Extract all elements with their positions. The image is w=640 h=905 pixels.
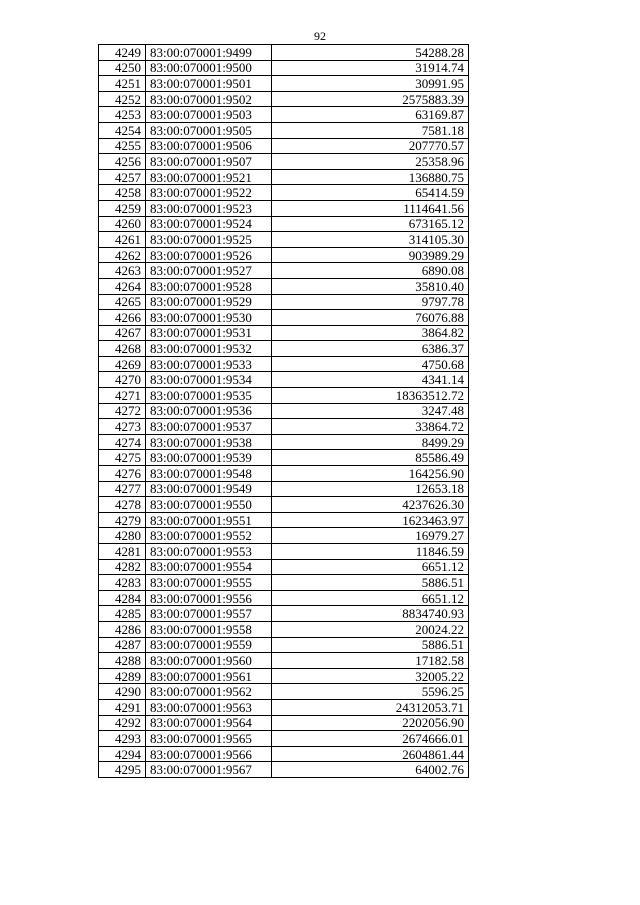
cadastral-number-cell: 83:00:070001:9527 (146, 263, 272, 279)
row-number-cell: 4254 (99, 122, 146, 138)
table-row (99, 325, 469, 341)
cadastral-number-cell: 83:00:070001:9537 (146, 419, 272, 435)
value-cell: 32005.22 (272, 668, 469, 684)
row-number-cell: 4287 (99, 637, 146, 653)
cadastral-number-cell: 83:00:070001:9555 (146, 575, 272, 591)
value-cell: 20024.22 (272, 621, 469, 637)
row-number-cell: 4274 (99, 434, 146, 450)
value-cell: 64002.76 (272, 762, 469, 778)
row-number-cell: 4285 (99, 606, 146, 622)
table-row (99, 621, 469, 637)
row-number-cell: 4292 (99, 715, 146, 731)
row-number-cell: 4261 (99, 232, 146, 248)
value-cell: 5886.51 (272, 575, 469, 591)
cadastral-number-cell: 83:00:070001:9500 (146, 60, 272, 76)
table-row (99, 762, 469, 778)
cadastral-number-cell: 83:00:070001:9505 (146, 122, 272, 138)
table-row (99, 185, 469, 201)
cadastral-number-cell: 83:00:070001:9526 (146, 247, 272, 263)
value-cell: 9797.78 (272, 294, 469, 310)
row-number-cell: 4270 (99, 372, 146, 388)
table-row (99, 294, 469, 310)
table-row (99, 434, 469, 450)
table-row (99, 138, 469, 154)
row-number-cell: 4272 (99, 403, 146, 419)
cadastral-number-cell: 83:00:070001:9534 (146, 372, 272, 388)
table-row (99, 60, 469, 76)
table-row (99, 653, 469, 669)
parcel-value-table (98, 44, 469, 778)
value-cell: 1114641.56 (272, 200, 469, 216)
cadastral-number-cell: 83:00:070001:9531 (146, 325, 272, 341)
row-number-cell: 4295 (99, 762, 146, 778)
table-row (99, 544, 469, 560)
cadastral-number-cell: 83:00:070001:9523 (146, 200, 272, 216)
cadastral-number-cell: 83:00:070001:9549 (146, 481, 272, 497)
table-row (99, 528, 469, 544)
value-cell: 85586.49 (272, 450, 469, 466)
table-row (99, 512, 469, 528)
cadastral-number-cell: 83:00:070001:9556 (146, 590, 272, 606)
value-cell: 8834740.93 (272, 606, 469, 622)
table-row (99, 232, 469, 248)
value-cell: 207770.57 (272, 138, 469, 154)
table-row (99, 575, 469, 591)
cadastral-number-cell: 83:00:070001:9548 (146, 466, 272, 482)
value-cell: 4237626.30 (272, 497, 469, 513)
row-number-cell: 4293 (99, 731, 146, 747)
table-row (99, 419, 469, 435)
page-number: 92 (314, 29, 326, 43)
row-number-cell: 4279 (99, 512, 146, 528)
table-row (99, 481, 469, 497)
table-row (99, 372, 469, 388)
row-number-cell: 4286 (99, 621, 146, 637)
table-row (99, 637, 469, 653)
value-cell: 164256.90 (272, 466, 469, 482)
table-row (99, 450, 469, 466)
row-number-cell: 4278 (99, 497, 146, 513)
cadastral-number-cell: 83:00:070001:9503 (146, 107, 272, 123)
row-number-cell: 4294 (99, 746, 146, 762)
table-row (99, 699, 469, 715)
row-number-cell: 4282 (99, 559, 146, 575)
cadastral-number-cell: 83:00:070001:9565 (146, 731, 272, 747)
value-cell: 12653.18 (272, 481, 469, 497)
cadastral-number-cell: 83:00:070001:9532 (146, 341, 272, 357)
cadastral-number-cell: 83:00:070001:9529 (146, 294, 272, 310)
cadastral-number-cell: 83:00:070001:9554 (146, 559, 272, 575)
value-cell: 54288.28 (272, 45, 469, 61)
row-number-cell: 4262 (99, 247, 146, 263)
table-row (99, 154, 469, 170)
value-cell: 35810.40 (272, 278, 469, 294)
cadastral-number-cell: 83:00:070001:9501 (146, 76, 272, 92)
row-number-cell: 4249 (99, 45, 146, 61)
cadastral-number-cell: 83:00:070001:9558 (146, 621, 272, 637)
cadastral-number-cell: 83:00:070001:9499 (146, 45, 272, 61)
table-row (99, 247, 469, 263)
value-cell: 7581.18 (272, 122, 469, 138)
value-cell: 4750.68 (272, 356, 469, 372)
cadastral-number-cell: 83:00:070001:9535 (146, 388, 272, 404)
cadastral-number-cell: 83:00:070001:9566 (146, 746, 272, 762)
value-cell: 63169.87 (272, 107, 469, 123)
value-cell: 2575883.39 (272, 91, 469, 107)
value-cell: 33864.72 (272, 419, 469, 435)
table-row (99, 356, 469, 372)
cadastral-number-cell: 83:00:070001:9552 (146, 528, 272, 544)
table-row (99, 76, 469, 92)
cadastral-number-cell: 83:00:070001:9528 (146, 278, 272, 294)
row-number-cell: 4250 (99, 60, 146, 76)
cadastral-number-cell: 83:00:070001:9559 (146, 637, 272, 653)
table-row (99, 169, 469, 185)
value-cell: 30991.95 (272, 76, 469, 92)
table-row (99, 278, 469, 294)
row-number-cell: 4252 (99, 91, 146, 107)
row-number-cell: 4263 (99, 263, 146, 279)
row-number-cell: 4275 (99, 450, 146, 466)
value-cell: 5596.25 (272, 684, 469, 700)
row-number-cell: 4280 (99, 528, 146, 544)
row-number-cell: 4253 (99, 107, 146, 123)
row-number-cell: 4258 (99, 185, 146, 201)
table-row (99, 590, 469, 606)
row-number-cell: 4281 (99, 544, 146, 560)
row-number-cell: 4257 (99, 169, 146, 185)
value-cell: 1623463.97 (272, 512, 469, 528)
value-cell: 3864.82 (272, 325, 469, 341)
row-number-cell: 4268 (99, 341, 146, 357)
table-row (99, 668, 469, 684)
value-cell: 6386.37 (272, 341, 469, 357)
table-row (99, 263, 469, 279)
cadastral-number-cell: 83:00:070001:9562 (146, 684, 272, 700)
table-row (99, 45, 469, 61)
row-number-cell: 4273 (99, 419, 146, 435)
value-cell: 5886.51 (272, 637, 469, 653)
table-row (99, 388, 469, 404)
table-row (99, 216, 469, 232)
table-row (99, 466, 469, 482)
cadastral-number-cell: 83:00:070001:9539 (146, 450, 272, 466)
table-row (99, 341, 469, 357)
value-cell: 2202056.90 (272, 715, 469, 731)
cadastral-number-cell: 83:00:070001:9561 (146, 668, 272, 684)
table-row (99, 122, 469, 138)
cadastral-number-cell: 83:00:070001:9563 (146, 699, 272, 715)
value-cell: 8499.29 (272, 434, 469, 450)
row-number-cell: 4256 (99, 154, 146, 170)
table-row (99, 559, 469, 575)
row-number-cell: 4267 (99, 325, 146, 341)
table-row (99, 684, 469, 700)
value-cell: 136880.75 (272, 169, 469, 185)
value-cell: 6890.08 (272, 263, 469, 279)
value-cell: 25358.96 (272, 154, 469, 170)
table-row (99, 403, 469, 419)
value-cell: 314105.30 (272, 232, 469, 248)
table-row (99, 746, 469, 762)
cadastral-number-cell: 83:00:070001:9522 (146, 185, 272, 201)
row-number-cell: 4269 (99, 356, 146, 372)
cadastral-number-cell: 83:00:070001:9560 (146, 653, 272, 669)
row-number-cell: 4283 (99, 575, 146, 591)
value-cell: 3247.48 (272, 403, 469, 419)
row-number-cell: 4288 (99, 653, 146, 669)
value-cell: 24312053.71 (272, 699, 469, 715)
cadastral-number-cell: 83:00:070001:9564 (146, 715, 272, 731)
row-number-cell: 4277 (99, 481, 146, 497)
row-number-cell: 4251 (99, 76, 146, 92)
table-row (99, 200, 469, 216)
row-number-cell: 4264 (99, 278, 146, 294)
value-cell: 76076.88 (272, 310, 469, 326)
value-cell: 16979.27 (272, 528, 469, 544)
row-number-cell: 4284 (99, 590, 146, 606)
row-number-cell: 4265 (99, 294, 146, 310)
cadastral-number-cell: 83:00:070001:9530 (146, 310, 272, 326)
cadastral-number-cell: 83:00:070001:9525 (146, 232, 272, 248)
cadastral-number-cell: 83:00:070001:9507 (146, 154, 272, 170)
cadastral-number-cell: 83:00:070001:9521 (146, 169, 272, 185)
row-number-cell: 4266 (99, 310, 146, 326)
table-row (99, 497, 469, 513)
row-number-cell: 4290 (99, 684, 146, 700)
table-row (99, 731, 469, 747)
row-number-cell: 4259 (99, 200, 146, 216)
value-cell: 6651.12 (272, 590, 469, 606)
value-cell: 2674666.01 (272, 731, 469, 747)
row-number-cell: 4291 (99, 699, 146, 715)
cadastral-number-cell: 83:00:070001:9551 (146, 512, 272, 528)
value-cell: 65414.59 (272, 185, 469, 201)
cadastral-number-cell: 83:00:070001:9533 (146, 356, 272, 372)
value-cell: 6651.12 (272, 559, 469, 575)
table-row (99, 107, 469, 123)
table-row (99, 91, 469, 107)
cadastral-number-cell: 83:00:070001:9567 (146, 762, 272, 778)
value-cell: 31914.74 (272, 60, 469, 76)
cadastral-number-cell: 83:00:070001:9506 (146, 138, 272, 154)
table-row (99, 606, 469, 622)
cadastral-number-cell: 83:00:070001:9502 (146, 91, 272, 107)
value-cell: 18363512.72 (272, 388, 469, 404)
row-number-cell: 4276 (99, 466, 146, 482)
cadastral-number-cell: 83:00:070001:9536 (146, 403, 272, 419)
row-number-cell: 4260 (99, 216, 146, 232)
table-body (99, 45, 469, 778)
row-number-cell: 4271 (99, 388, 146, 404)
table-row (99, 715, 469, 731)
value-cell: 673165.12 (272, 216, 469, 232)
cadastral-number-cell: 83:00:070001:9538 (146, 434, 272, 450)
value-cell: 4341.14 (272, 372, 469, 388)
cadastral-number-cell: 83:00:070001:9550 (146, 497, 272, 513)
cadastral-number-cell: 83:00:070001:9553 (146, 544, 272, 560)
value-cell: 2604861.44 (272, 746, 469, 762)
cadastral-number-cell: 83:00:070001:9557 (146, 606, 272, 622)
table-row (99, 310, 469, 326)
row-number-cell: 4255 (99, 138, 146, 154)
row-number-cell: 4289 (99, 668, 146, 684)
cadastral-number-cell: 83:00:070001:9524 (146, 216, 272, 232)
value-cell: 11846.59 (272, 544, 469, 560)
value-cell: 17182.58 (272, 653, 469, 669)
value-cell: 903989.29 (272, 247, 469, 263)
